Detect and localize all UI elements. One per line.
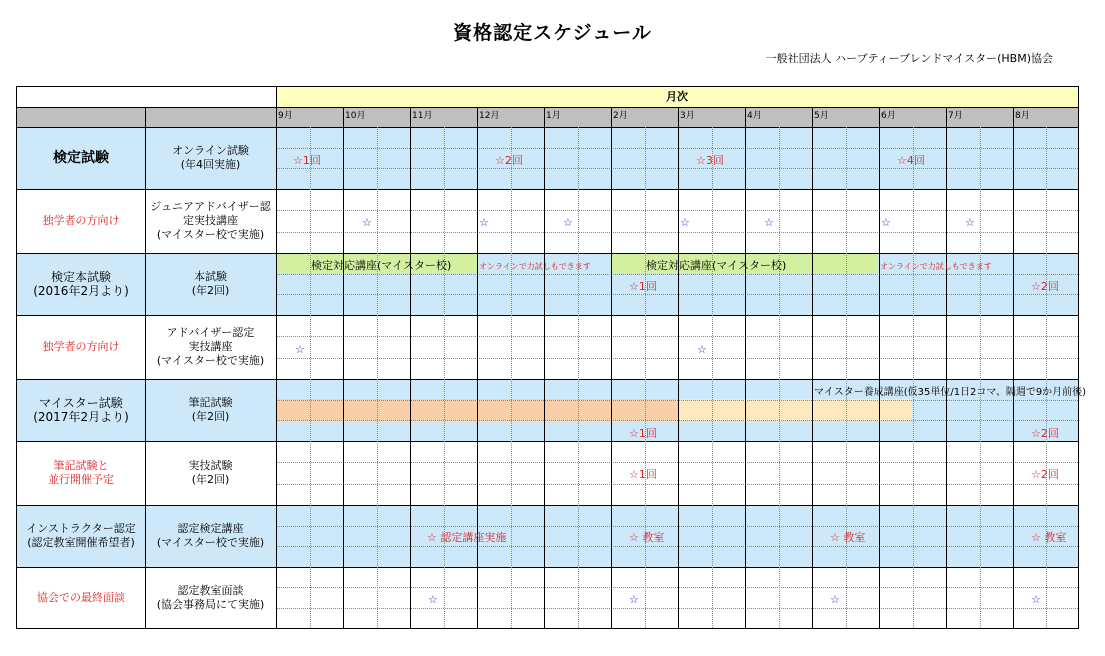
grid-subline — [276, 484, 1078, 485]
month-header-1: 9月 — [276, 107, 343, 127]
main-exam-1: ☆1回 — [629, 280, 657, 293]
period-header: 月次 — [276, 87, 1078, 107]
month-header-11: 7月 — [946, 107, 1013, 127]
meister-course-label: マイスター養成講座(仮35単位/1日2コマ、隔週で9か月前後) — [814, 387, 1087, 398]
grid-subline — [276, 546, 1078, 547]
online-note-2: オンラインで力試しもできます — [880, 262, 992, 271]
written-exam-1: ☆1回 — [629, 427, 657, 440]
practical-exam-1: ☆1回 — [629, 468, 657, 481]
star-icon: ☆ — [479, 216, 489, 229]
star-icon: ☆ — [881, 216, 891, 229]
grid-subline — [645, 127, 646, 628]
grid-subline — [276, 232, 1078, 233]
row-item: 本試験 (年2回) — [191, 270, 230, 297]
row-item: 実技試験 (年2回) — [188, 459, 233, 486]
grid-subline — [1046, 127, 1047, 628]
star-icon: ☆ — [563, 216, 573, 229]
grid-subline — [511, 127, 512, 628]
grid-subline — [276, 526, 1078, 527]
instructor-class-3: ☆ 教室 — [1031, 531, 1067, 544]
page-title: 資格認定スケジュール — [453, 22, 652, 44]
row-category: 筆記試験と 並行開催予定 — [48, 459, 114, 486]
grid-subline — [444, 127, 445, 628]
month-header-8: 4月 — [745, 107, 812, 127]
grid-subline — [980, 127, 981, 628]
grid-line — [611, 107, 612, 628]
grid-subline — [276, 462, 1078, 463]
grid-subline — [276, 420, 1078, 421]
star-icon: ☆ — [697, 343, 707, 356]
meister-band-light — [679, 399, 912, 421]
grid-line — [745, 107, 746, 628]
month-header-7: 3月 — [678, 107, 745, 127]
grid-line — [946, 107, 947, 628]
grid-line — [17, 107, 1078, 108]
month-header-9: 5月 — [812, 107, 879, 127]
row-item: 筆記試験 (年2回) — [188, 396, 233, 423]
month-header-6: 2月 — [611, 107, 678, 127]
grid-subline — [779, 127, 780, 628]
grid-subline — [276, 587, 1078, 588]
grid-line — [678, 107, 679, 628]
meister-band-salmon — [277, 399, 679, 421]
grid-subline — [276, 358, 1078, 359]
grid-line — [812, 107, 813, 628]
schedule-table — [16, 86, 1087, 629]
header-blank — [17, 107, 276, 127]
grid-subline — [276, 336, 1078, 337]
star-icon: ☆ — [830, 593, 840, 606]
grid-line — [343, 107, 344, 628]
month-header-12: 8月 — [1013, 107, 1078, 127]
row-category: インストラクター認定 (認定教室開催希望者) — [26, 522, 136, 549]
grid-line — [477, 107, 478, 628]
month-header-10: 6月 — [879, 107, 946, 127]
row-category: 独学者の方向け — [42, 214, 120, 227]
month-header-5: 1月 — [544, 107, 611, 127]
month-header-3: 11月 — [410, 107, 477, 127]
star-icon: ☆ — [680, 216, 690, 229]
star-icon: ☆ — [1031, 593, 1041, 606]
grid-line — [276, 87, 277, 628]
instructor-class-2: ☆ 教室 — [830, 531, 866, 544]
online-exam-2: ☆2回 — [495, 154, 523, 167]
grid-line — [879, 107, 880, 628]
row-category: 検定試験 — [53, 150, 109, 166]
row-category: 独学者の方向け — [42, 340, 120, 353]
month-header-2: 10月 — [343, 107, 410, 127]
row-item: ジュニアアドバイザー認 定実技講座 (マイスター校で実施) — [150, 200, 271, 241]
course-label-2: 検定対応講座(マイスター校) — [646, 259, 787, 272]
row-category: マイスター試験 (2017年2月より) — [33, 396, 129, 424]
grid-subline — [377, 127, 378, 628]
row-item: オンライン試験 (年4回実施) — [172, 144, 249, 171]
instructor-class-1: ☆ 教室 — [629, 531, 665, 544]
star-icon: ☆ — [629, 593, 639, 606]
star-icon: ☆ — [965, 216, 975, 229]
grid-line — [1013, 107, 1014, 628]
grid-subline — [276, 148, 1078, 149]
grid-line — [544, 107, 545, 628]
practical-exam-2: ☆2回 — [1031, 468, 1059, 481]
grid-subline — [310, 127, 311, 628]
written-exam-2: ☆2回 — [1031, 427, 1059, 440]
grid-line — [410, 107, 411, 628]
online-exam-4: ☆4回 — [897, 154, 925, 167]
star-icon: ☆ — [428, 593, 438, 606]
star-icon: ☆ — [295, 343, 305, 356]
row-category: 検定本試験 (2016年2月より) — [33, 270, 129, 298]
online-note-1: オンラインで力試しもできます — [479, 262, 591, 271]
organization-name: 一般社団法人 ハーブティーブレンドマイスター(HBM)協会 — [765, 52, 1053, 65]
star-icon: ☆ — [362, 216, 372, 229]
row-item: 認定教室面談 (協会事務局にて実施) — [156, 583, 265, 611]
star-icon: ☆ — [764, 216, 774, 229]
course-label-1: 検定対応講座(マイスター校) — [311, 259, 452, 272]
grid-subline — [712, 127, 713, 628]
month-header-4: 12月 — [477, 107, 544, 127]
grid-subline — [846, 127, 847, 628]
instructor-course: ☆ 認定講座実施 — [427, 531, 507, 544]
grid-subline — [276, 400, 1078, 401]
online-exam-1: ☆1回 — [293, 154, 321, 167]
grid-subline — [276, 274, 1078, 275]
grid-subline — [276, 168, 1078, 169]
main-exam-2: ☆2回 — [1031, 280, 1059, 293]
grid-subline — [276, 210, 1078, 211]
grid-subline — [578, 127, 579, 628]
grid-subline — [276, 294, 1078, 295]
online-exam-3: ☆3回 — [696, 154, 724, 167]
grid-subline — [913, 127, 914, 628]
grid-subline — [276, 608, 1078, 609]
row-item: 認定検定講座 (マイスター校で実施) — [156, 522, 265, 549]
row-item: アドバイザー認定 実技講座 (マイスター校で実施) — [156, 326, 265, 367]
row-category: 協会での最終面談 — [37, 590, 125, 604]
